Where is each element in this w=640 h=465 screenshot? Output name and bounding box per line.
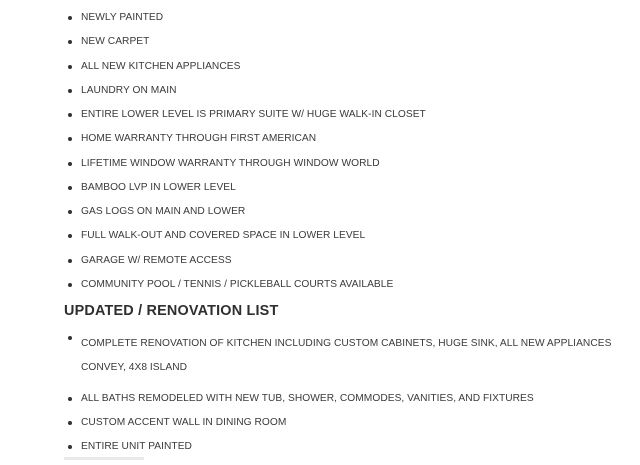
features-list [64, 12, 624, 303]
bullet-icon [68, 16, 72, 20]
list-item: ENTIRE UNIT PAINTED [64, 441, 624, 453]
bullet-icon [68, 445, 72, 449]
bullet-icon [68, 40, 72, 44]
list-item: LIFETIME WINDOW WARRANTY THROUGH WINDOW WORLD [64, 158, 624, 170]
list-item: HOME WARRANTY THROUGH FIRST AMERICAN [64, 133, 624, 145]
bullet-icon [68, 113, 72, 117]
list-item: BAMBOO LVP IN LOWER LEVEL [64, 182, 624, 194]
bullet-icon [68, 397, 72, 401]
list-item: NEW CARPET [64, 36, 624, 48]
bullet-icon [68, 186, 72, 190]
bullet-icon [68, 234, 72, 238]
list-item: LAUNDRY ON MAIN [64, 85, 624, 97]
bullet-icon [68, 89, 72, 93]
list-item: ALL BATHS REMODELED WITH NEW TUB, SHOWER, COMMODES, VANITIES, AND FIXTURES [64, 393, 624, 405]
list-item: GAS LOGS ON MAIN AND LOWER [64, 206, 624, 218]
bullet-icon [68, 162, 72, 166]
list-item: COMPLETE RENOVATION OF KITCHEN INCLUDING CUSTOM CABINETS, HUGE SINK, ALL NEW APPLIANCES CONVEY, 4X8 ISLAND [64, 332, 624, 380]
section-heading: UPDATED / RENOVATION LIST [64, 303, 279, 319]
list-item: NEWLY PAINTED [64, 12, 624, 24]
list-item: CUSTOM ACCENT WALL IN DINING ROOM [64, 417, 624, 429]
bullet-icon [68, 210, 72, 214]
list-item: ALL NEW KITCHEN APPLIANCES [64, 61, 624, 73]
renovation-list [64, 338, 624, 465]
bullet-icon [68, 421, 72, 425]
list-item: GARAGE W/ REMOTE ACCESS [64, 255, 624, 267]
bullet-icon [68, 137, 72, 141]
bullet-icon [68, 283, 72, 287]
list-item: ENTIRE LOWER LEVEL IS PRIMARY SUITE W/ HUGE WALK-IN CLOSET [64, 109, 624, 121]
bullet-icon [68, 65, 72, 69]
list-item: COMMUNITY POOL / TENNIS / PICKLEBALL COURTS AVAILABLE [64, 279, 624, 291]
list-item: FULL WALK-OUT AND COVERED SPACE IN LOWER LEVEL [64, 230, 624, 242]
bullet-icon [68, 259, 72, 263]
bullet-icon [68, 336, 72, 340]
